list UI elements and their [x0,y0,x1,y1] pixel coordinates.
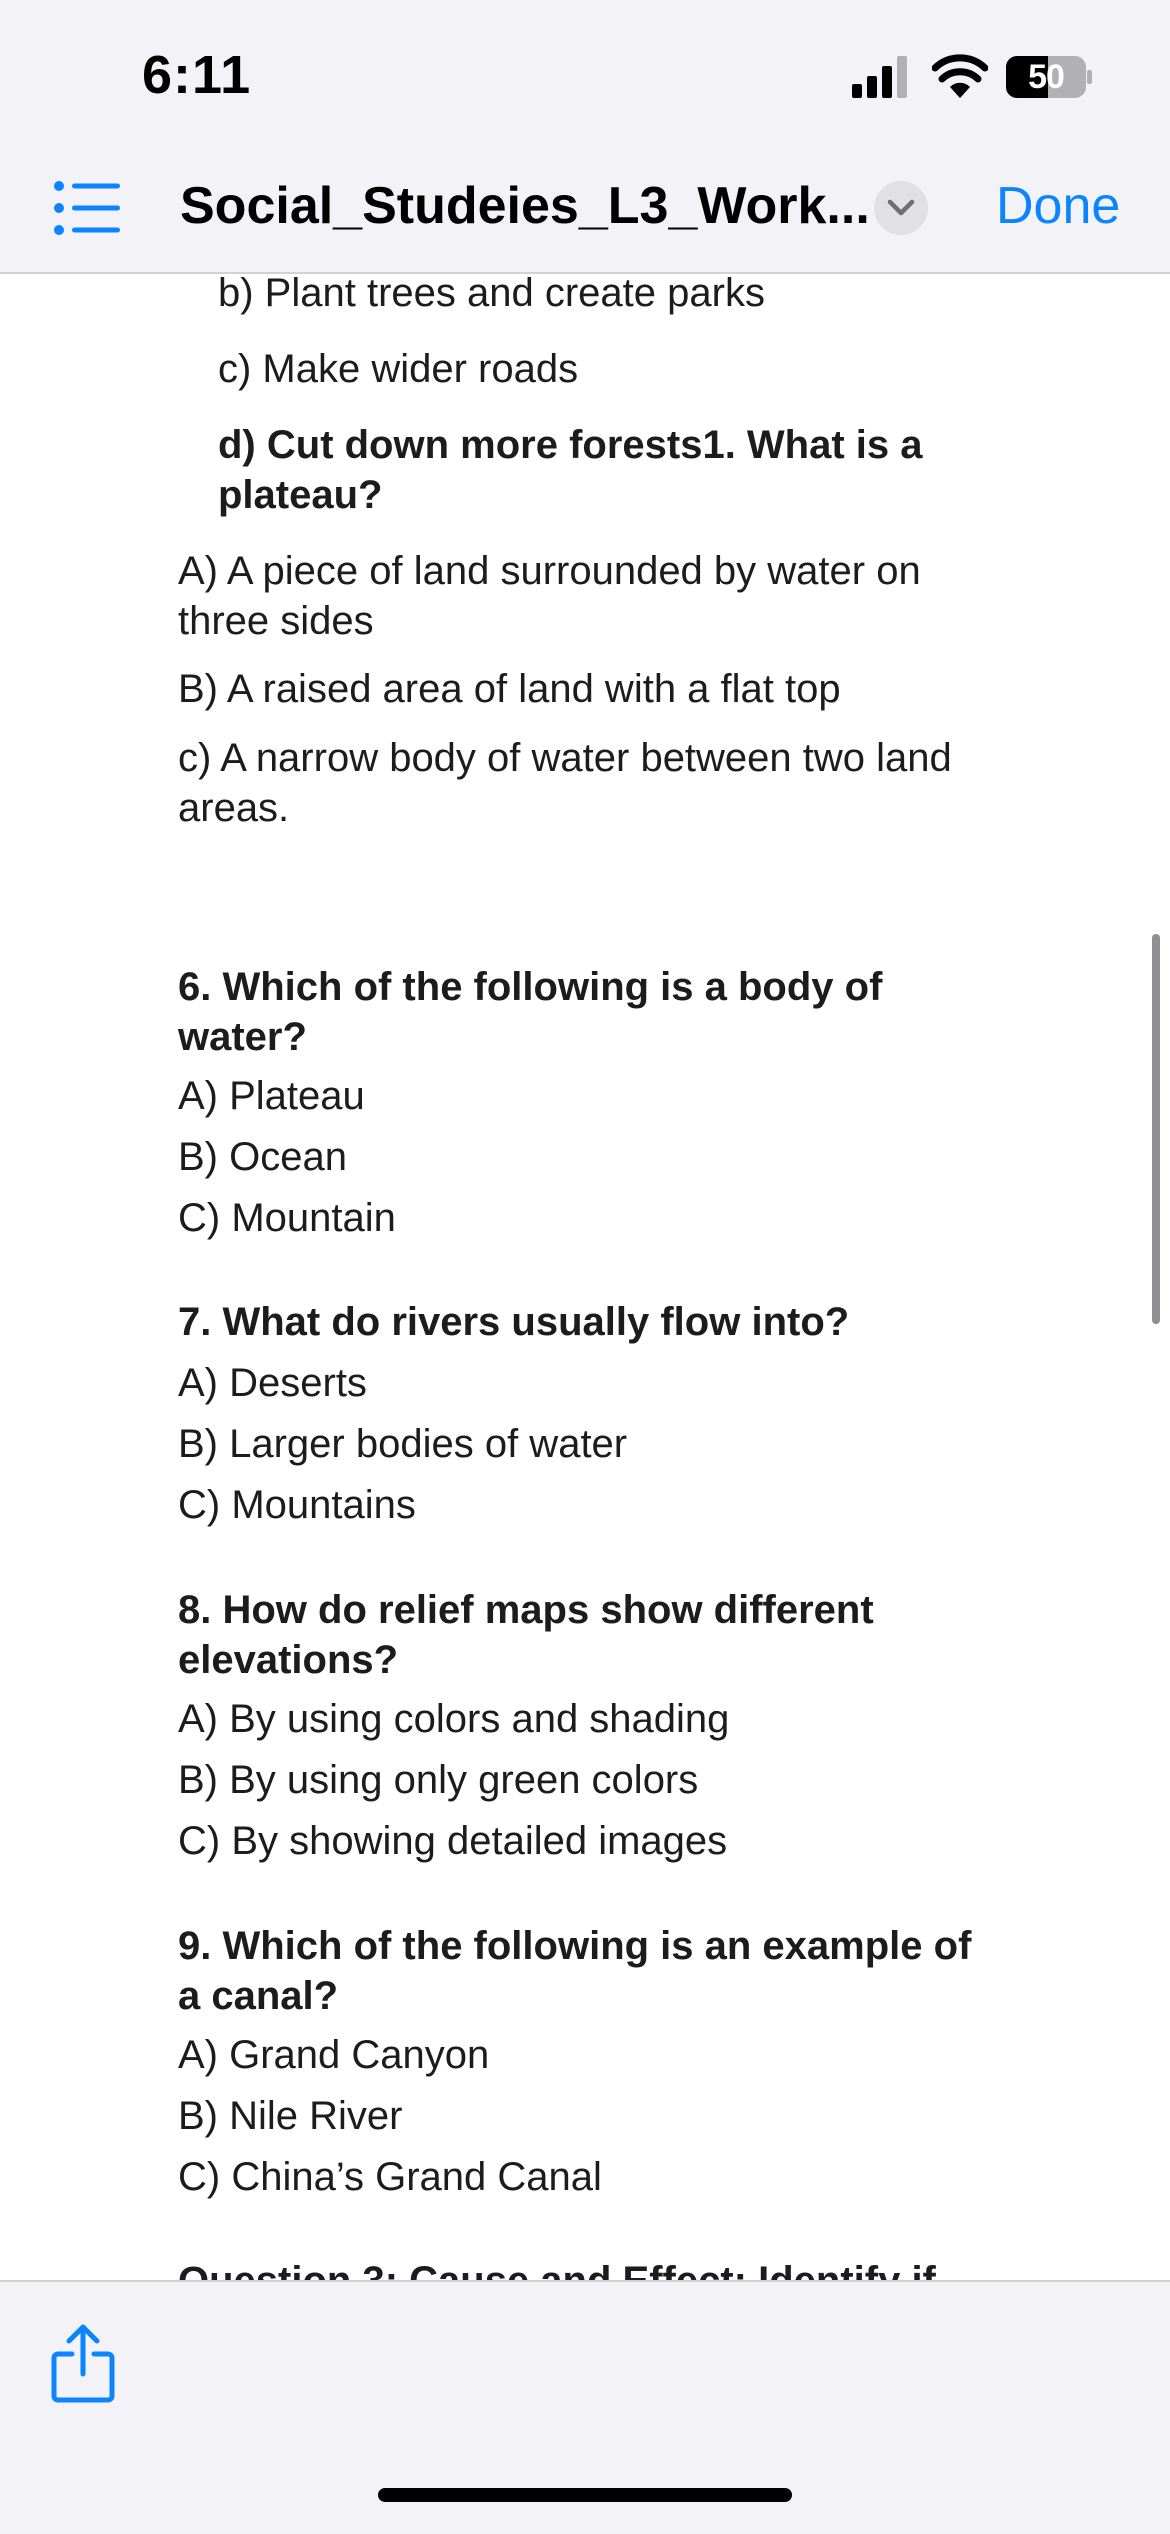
chevron-down-icon [887,196,915,220]
document-content[interactable] [0,271,1170,2199]
option-text: A) By using colors and shading [178,1697,730,1741]
status-time: 6:11 [142,45,252,105]
option-text: A) Deserts [178,1361,367,1405]
question-title: 9. Which of the following is an example of a canal? [178,1924,972,2018]
battery-level: 50 [1028,58,1064,96]
nav-bar [0,150,1170,274]
bold-answer-text: d) Cut down more forests1. What is a plateau? [218,423,923,517]
list-icon[interactable] [54,180,122,236]
cellular-signal-icon [852,56,912,98]
option-text: A) A piece of land surrounded by water on three sides [178,549,921,643]
option-text: C) China’s Grand Canal [178,2155,602,2199]
option-text: C) Mountain [178,1196,396,1240]
option-text: C) Mountains [178,1483,416,1527]
option-text: B) A raised area of land with a flat top [178,667,841,711]
scroll-indicator[interactable] [1152,934,1160,1324]
option-text: c) Make wider roads [218,347,579,391]
title-menu-button[interactable] [874,181,928,235]
option-text: b) Plant trees and create parks [218,271,765,315]
option-text: B) By using only green colors [178,1758,699,1802]
share-icon[interactable] [50,2324,116,2404]
option-text: c) A narrow body of water between two land areas. [178,736,952,830]
option-text: B) Larger bodies of water [178,1422,628,1466]
wifi-icon [932,54,988,98]
option-text: C) By showing detailed images [178,1819,728,1863]
option-text: A) Grand Canyon [178,2033,490,2077]
done-button[interactable]: Done [996,177,1121,235]
option-text: A) Plateau [178,1074,365,1118]
option-text: B) Ocean [178,1135,347,1179]
status-bar [0,0,1170,150]
question-title: 6. Which of the following is a body of water? [178,965,883,1059]
question-title: 7. What do rivers usually flow into? [178,1300,850,1344]
option-text: B) Nile River [178,2094,403,2138]
question-title: 8. How do relief maps show different elevations? [178,1588,874,1682]
document-title[interactable]: Social_Studeies_L3_Work... [180,177,870,235]
home-indicator[interactable] [378,2488,792,2502]
